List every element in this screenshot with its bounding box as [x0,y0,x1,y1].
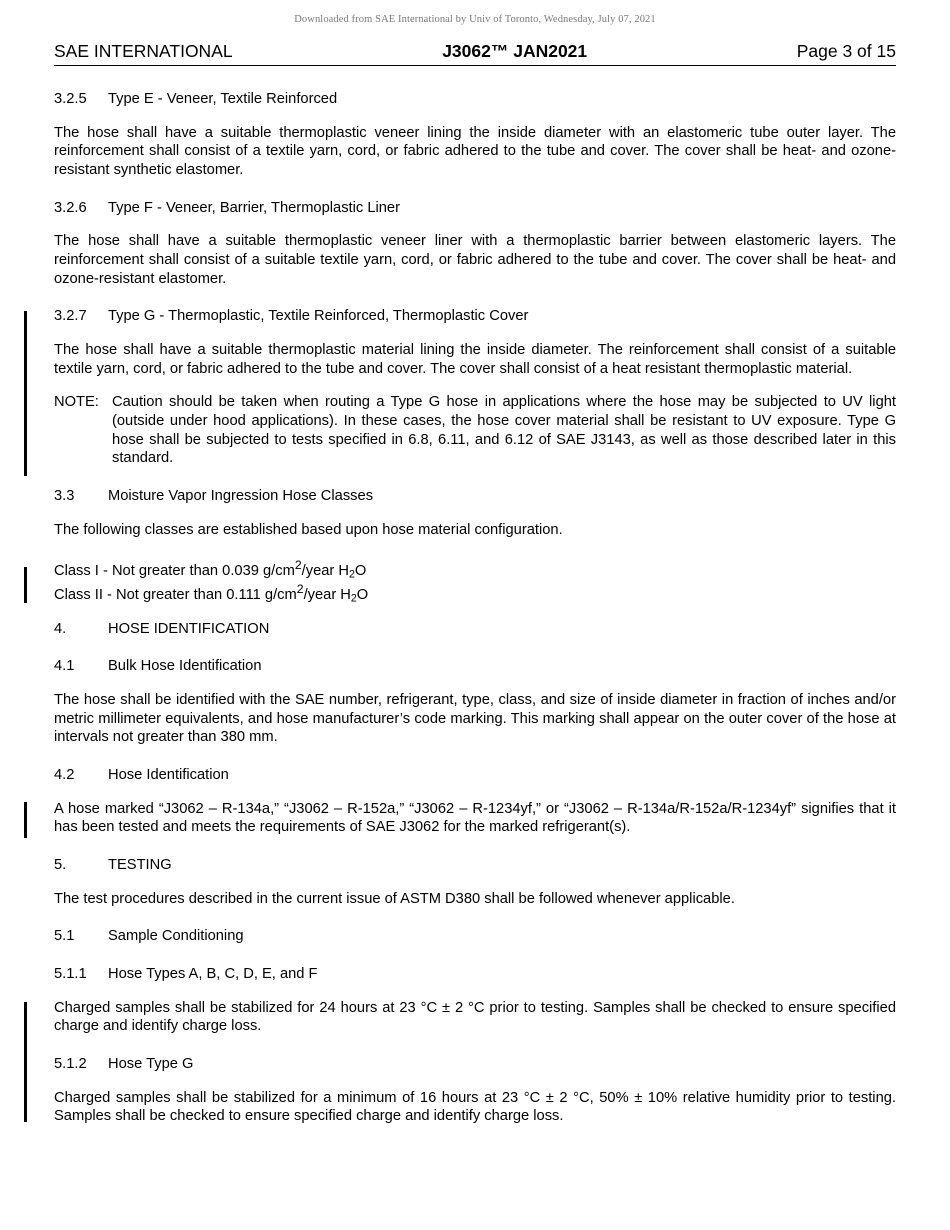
change-bar [24,311,27,476]
clause-3-3-heading [54,487,896,506]
clause-3-2-7-body: The hose shall have a suitable thermoplastic material lining the inside diameter. The reinforcement shall consist of a suitable textile yarn, cord, or fabric adhered to the tube and cover. The cover shall consist of a heat resistant thermoplastic material. [54,342,896,377]
class-1-middle: /year H [301,563,349,580]
clause-3-2-6-body: The hose shall have a suitable thermoplastic veneer liner with a thermoplastic barrier between elastomeric layers. The reinforcement shall consist of a suitable textile yarn, cord, or fabric adhered to the tube and cover. The cover shall be heat- and ozone-resistant elastomer. [54,233,896,287]
clause-title: Bulk Hose Identification [108,658,262,675]
change-bar [24,567,27,603]
header-organization: SAE INTERNATIONAL [54,41,233,61]
clause-4-2-heading [54,766,896,785]
clause-5-1-1-heading [54,965,896,984]
clause-5-1-2-body: Charged samples shall be stabilized for a minimum of 16 hours at 23 °C ± 2 °C, 50% ± 10% relative humidity prior to testing. Samples shall be checked to ensure specified charge and identify charge loss. [54,1089,896,1125]
clause-5-1-2-heading [54,1055,896,1074]
note-type-g [54,393,896,468]
clause-number: 4.2 [54,766,75,783]
clause-title: Sample Conditioning [108,928,244,945]
clause-title: Type E - Veneer, Textile Reinforced [108,91,338,107]
clause-number: 5.1 [54,928,75,945]
class-2-suffix: O [356,587,369,604]
change-bar [24,802,27,838]
clause-3-3-body: The following classes are established based upon hose material configuration. [54,521,563,538]
note-label: NOTE: [54,394,99,411]
clause-5-1-1-body: Charged samples shall be stabilized for 24 hours at 23 °C ± 2 °C prior to testing. Samples shall be checked to ensure specified charge and identify charge loss. [54,999,896,1035]
clause-title: Hose Types A, B, C, D, E, and F [108,965,318,982]
clause-title: Type G - Thermoplastic, Textile Reinforced, Thermoplastic Cover [108,308,529,325]
change-bar [24,1002,27,1122]
clause-4-1-body: The hose shall be identified with the SAE number, refrigerant, type, class, and size of inside diameter in fraction of inches and/or metric millimeter equivalents, and hose manufacturer’s code marking. This marking shall appear on the outer cover of the hose at intervals not greater than 380 mm. [54,691,896,746]
header-document-id: J3062™ JAN2021 [442,41,588,61]
class-1-subscript: 2 [349,569,355,582]
class-1-exponent: 2 [294,558,302,573]
clause-number: 4. [54,620,67,637]
clause-number: 3.2.7 [54,308,87,325]
class-1-line [54,558,896,582]
clause-4-2-body: A hose marked “J3062 – R-134a,” “J3062 – R-152a,” “J3062 – R-1234yf,” or “J3062 – R-134a/R-152a/R-1234yf” signifies that it has been tested and meets the requirements of SAE J3062 for the marked refrigerant(s). [54,800,896,836]
class-2-middle: /year H [303,587,351,604]
clause-4-1-heading [54,657,896,676]
clause-number: 5.1.1 [54,965,87,982]
clause-number: 3.2.6 [54,199,87,216]
clause-title: Moisture Vapor Ingression Hose Classes [108,488,374,505]
clause-3-2-7-heading [54,307,896,326]
class-2-line [54,582,896,606]
class-1-prefix: Class I - Not greater than 0.039 g/cm [54,563,295,580]
class-2-exponent: 2 [296,582,304,597]
clause-5-body: The test procedures described in the current issue of ASTM D380 shall be followed whenever applicable. [54,890,735,907]
clause-title: TESTING [108,856,172,873]
clause-title: Hose Identification [108,766,229,783]
clause-3-2-5-body: The hose shall have a suitable thermoplastic veneer lining the inside diameter with an elastomeric tube outer layer. The reinforcement shall consist of a textile yarn, cord, or fabric adhered to the tube and cover. The cover shall be heat- and ozone-resistant synthetic elastomer. [54,124,896,179]
header-page-number: Page 3 of 15 [796,41,896,61]
class-2-subscript: 2 [350,593,357,606]
clause-title: Type F - Veneer, Barrier, Thermoplastic Liner [108,199,400,216]
clause-3-2-6-heading [54,199,896,218]
class-2-prefix: Class II - Not greater than 0.111 g/cm [54,587,297,604]
clause-number: 5.1.2 [54,1055,87,1072]
watermark-text: Downloaded from SAE International by Univ of Toronto, Wednesday, July 07, 2021 [294,14,656,25]
clause-number: 5. [54,856,67,873]
document-body [54,90,896,1126]
clause-5-heading [54,856,896,875]
clause-5-1-heading [54,927,896,946]
clause-4-heading [54,620,896,639]
page-header [54,41,896,66]
clause-3-2-5-heading [54,90,896,109]
note-text: Caution should be taken when routing a Type G hose in applications where the hose may be subjected to UV light (outside under hood applications). In these cases, the hose cover material shall be resistant to UV exposure. Type G hose shall be subjected to tests specified in 6.8, 6.11, and 6.12 of SAE J3143, as well as those described later in this standard. [112,394,896,467]
clause-number: 3.3 [54,488,75,505]
clause-title: HOSE IDENTIFICATION [108,620,270,637]
class-1-suffix: O [354,563,367,580]
clause-number: 4.1 [54,658,75,675]
clause-title: Hose Type G [108,1055,194,1072]
clause-number: 3.2.5 [54,91,87,107]
